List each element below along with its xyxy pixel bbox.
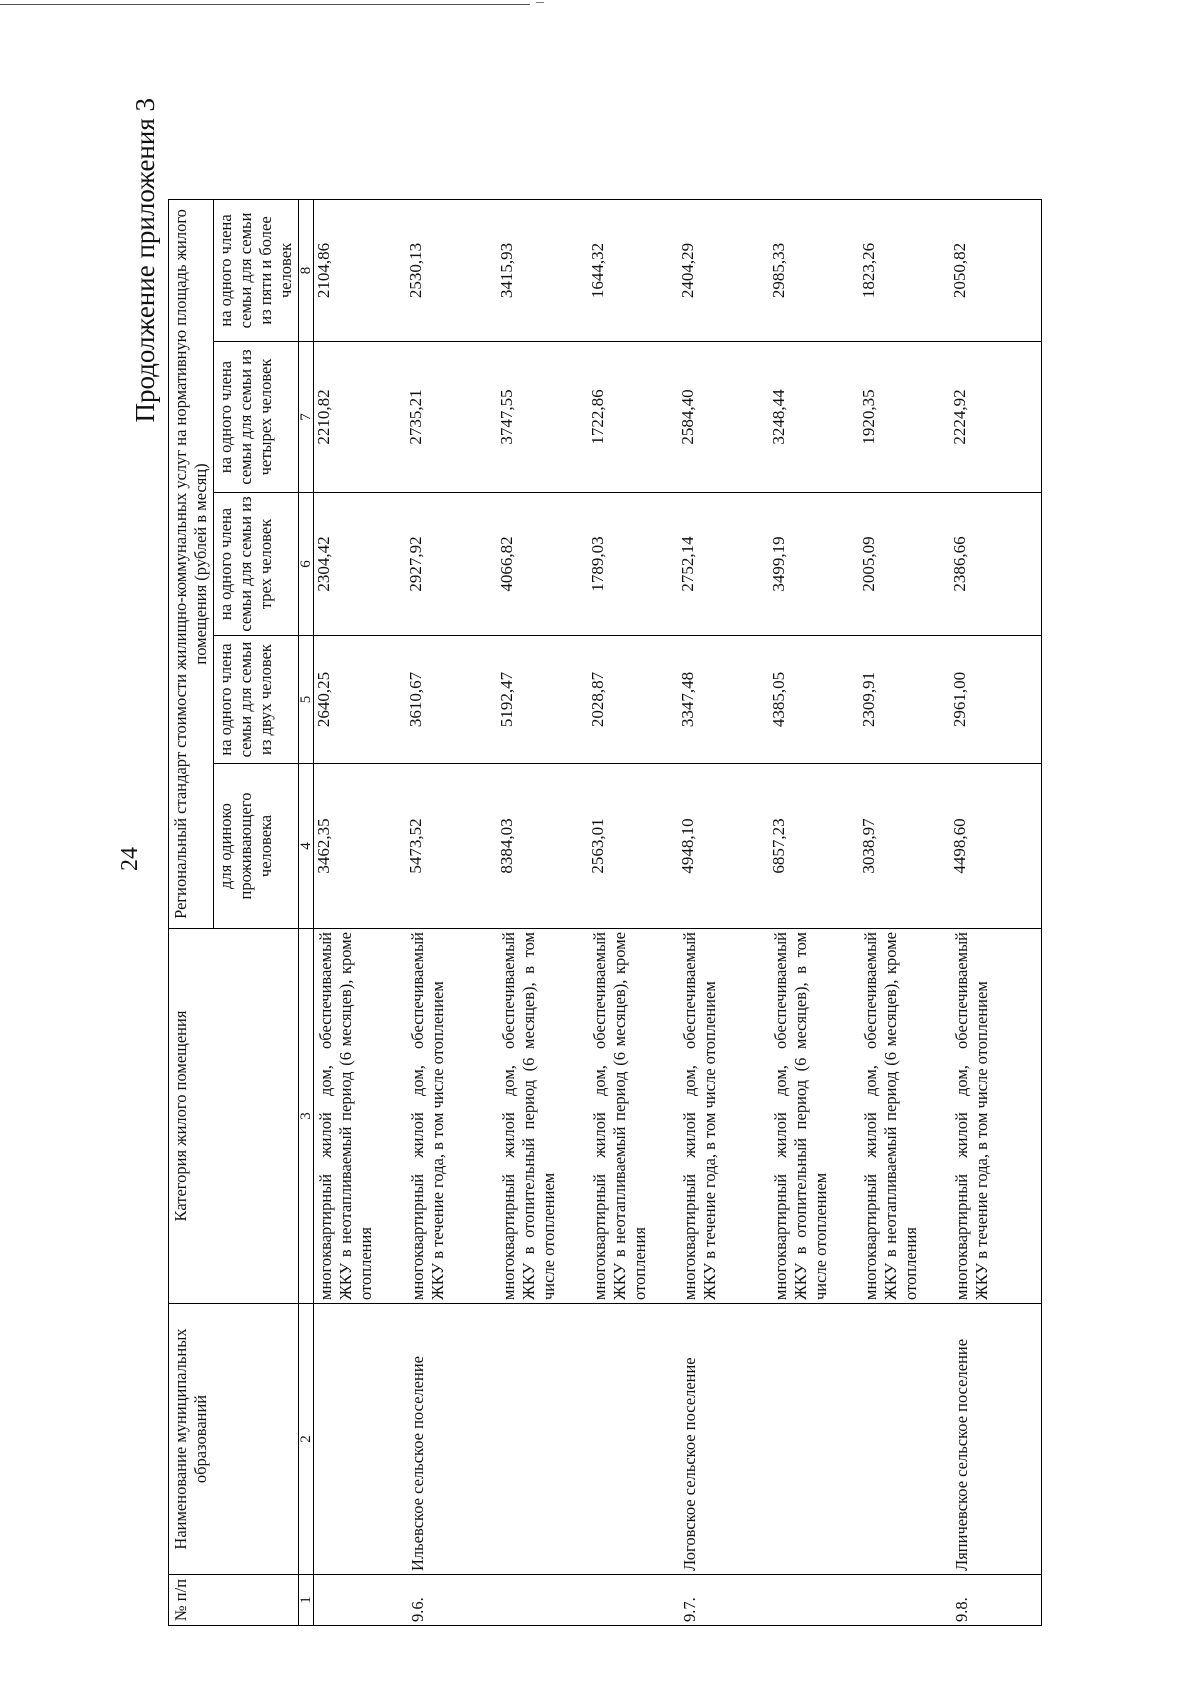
value-three: 2927,92 bbox=[406, 493, 497, 636]
row-municipality bbox=[769, 1304, 859, 1575]
value-five: 1644,32 bbox=[588, 199, 678, 341]
row-category: многоквартирный жилой дом, обеспечиваемый ЖКУ в отопительный период (6 месяцев), в том числе отоплением bbox=[769, 929, 859, 1304]
row-index: 9.6. bbox=[406, 1575, 497, 1626]
header-category: Категория жилого помещения bbox=[169, 929, 299, 1304]
value-three: 2752,14 bbox=[678, 493, 769, 636]
column-number: 5 bbox=[299, 636, 314, 764]
row-index bbox=[859, 1575, 950, 1626]
value-four: 3248,44 bbox=[769, 342, 859, 493]
row-category: многоквартирный жилой дом, обеспечиваемый ЖКУ в неотапливаемый период (6 месяцев), кроме отопления bbox=[859, 929, 950, 1304]
value-five: 1823,26 bbox=[859, 199, 950, 341]
row-index bbox=[497, 1575, 588, 1626]
table-row bbox=[678, 99, 769, 1625]
value-four: 2584,40 bbox=[678, 342, 769, 493]
column-number: 3 bbox=[299, 929, 314, 1304]
value-five: 3415,93 bbox=[497, 199, 588, 341]
header-number: № п/п bbox=[169, 1575, 299, 1626]
table-row bbox=[588, 99, 678, 1625]
value-three: 1789,03 bbox=[588, 493, 678, 636]
value-two: 2028,87 bbox=[588, 636, 678, 764]
header-regional-standard: Региональный стандарт стоимости жилищно-коммунальных услуг на нормативную площадь жилого помещения (рублей в месяц) bbox=[169, 199, 214, 928]
value-five: 2530,13 bbox=[406, 199, 497, 341]
value-two: 2640,25 bbox=[314, 636, 406, 764]
value-five: 2104,86 bbox=[314, 199, 406, 341]
row-index bbox=[314, 1575, 406, 1626]
header-three: на одного члена семьи для семьи из трех человек bbox=[214, 493, 299, 636]
page-number: 24 bbox=[117, 847, 143, 871]
table-row bbox=[769, 99, 859, 1625]
table-row bbox=[406, 99, 497, 1625]
header-municipality: Наименование муниципальных образований bbox=[169, 1304, 299, 1575]
column-number: 7 bbox=[299, 342, 314, 493]
value-four: 1722,86 bbox=[588, 342, 678, 493]
row-category: многоквартирный жилой дом, обеспечиваемый ЖКУ в неотапливаемый период (6 месяцев), кроме отопления bbox=[314, 929, 406, 1304]
row-category: многоквартирный жилой дом, обеспечиваемый ЖКУ в течение года, в том числе отоплением bbox=[950, 929, 1042, 1304]
table-row bbox=[950, 99, 1042, 1625]
column-number-row bbox=[299, 99, 314, 1625]
row-municipality bbox=[588, 1304, 678, 1575]
value-single: 6857,23 bbox=[769, 764, 859, 929]
value-four: 2735,21 bbox=[406, 342, 497, 493]
value-four: 2210,82 bbox=[314, 342, 406, 493]
value-single: 8384,03 bbox=[497, 764, 588, 929]
value-two: 3610,67 bbox=[406, 636, 497, 764]
row-municipality bbox=[859, 1304, 950, 1575]
value-single: 2563,01 bbox=[588, 764, 678, 929]
appendix-label: Продолжение приложения 3 bbox=[130, 98, 160, 423]
value-three: 2304,42 bbox=[314, 493, 406, 636]
value-single: 3462,35 bbox=[314, 764, 406, 929]
header-single: для одиноко проживающего человека bbox=[214, 764, 299, 929]
column-number: 4 bbox=[299, 764, 314, 929]
value-single: 4498,60 bbox=[950, 764, 1042, 929]
table-row bbox=[859, 99, 950, 1625]
column-number: 8 bbox=[299, 199, 314, 341]
value-two: 5192,47 bbox=[497, 636, 588, 764]
column-number: 6 bbox=[299, 493, 314, 636]
header-five: на одного члена семьи для семьи из пяти и более человек bbox=[214, 199, 299, 341]
header-four: на одного члена семьи для семьи из четырех человек bbox=[214, 342, 299, 493]
value-four: 2224,92 bbox=[950, 342, 1042, 493]
table-row bbox=[497, 99, 588, 1625]
header-two: на одного члена семьи для семьи из двух человек bbox=[214, 636, 299, 764]
row-municipality bbox=[314, 1304, 406, 1575]
table-row bbox=[314, 99, 406, 1625]
value-single: 5473,52 bbox=[406, 764, 497, 929]
column-number: 2 bbox=[299, 1304, 314, 1575]
value-single: 3038,97 bbox=[859, 764, 950, 929]
value-two: 2961,00 bbox=[950, 636, 1042, 764]
row-municipality: Логовское сельское поселение bbox=[678, 1304, 769, 1575]
row-municipality: Ляпичевское сельское поселение bbox=[950, 1304, 1042, 1575]
value-single: 4948,10 bbox=[678, 764, 769, 929]
value-three: 4066,82 bbox=[497, 493, 588, 636]
row-index bbox=[769, 1575, 859, 1626]
column-number: 1 bbox=[299, 1575, 314, 1626]
row-index: 9.8. bbox=[950, 1575, 1042, 1626]
value-three: 3499,19 bbox=[769, 493, 859, 636]
value-three: 2005,09 bbox=[859, 493, 950, 636]
value-five: 2985,33 bbox=[769, 199, 859, 341]
value-five: 2050,82 bbox=[950, 199, 1042, 341]
row-category: многоквартирный жилой дом, обеспечиваемый ЖКУ в течение года, в том числе отоплением bbox=[406, 929, 497, 1304]
row-municipality bbox=[497, 1304, 588, 1575]
row-index bbox=[588, 1575, 678, 1626]
row-category: многоквартирный жилой дом, обеспечиваемый ЖКУ в отопительный период (6 месяцев), в том числе отоплением bbox=[497, 929, 588, 1304]
row-municipality: Ильевское сельское поселение bbox=[406, 1304, 497, 1575]
housing-cost-table bbox=[168, 99, 1042, 1626]
row-category: многоквартирный жилой дом, обеспечиваемый ЖКУ в неотапливаемый период (6 месяцев), кроме отопления bbox=[588, 929, 678, 1304]
value-three: 2386,66 bbox=[950, 493, 1042, 636]
value-two: 4385,05 bbox=[769, 636, 859, 764]
value-four: 3747,55 bbox=[497, 342, 588, 493]
value-two: 3347,48 bbox=[678, 636, 769, 764]
value-two: 2309,91 bbox=[859, 636, 950, 764]
row-index: 9.7. bbox=[678, 1575, 769, 1626]
value-four: 1920,35 bbox=[859, 342, 950, 493]
value-five: 2404,29 bbox=[678, 199, 769, 341]
row-category: многоквартирный жилой дом, обеспечиваемый ЖКУ в течение года, в том числе отоплением bbox=[678, 929, 769, 1304]
